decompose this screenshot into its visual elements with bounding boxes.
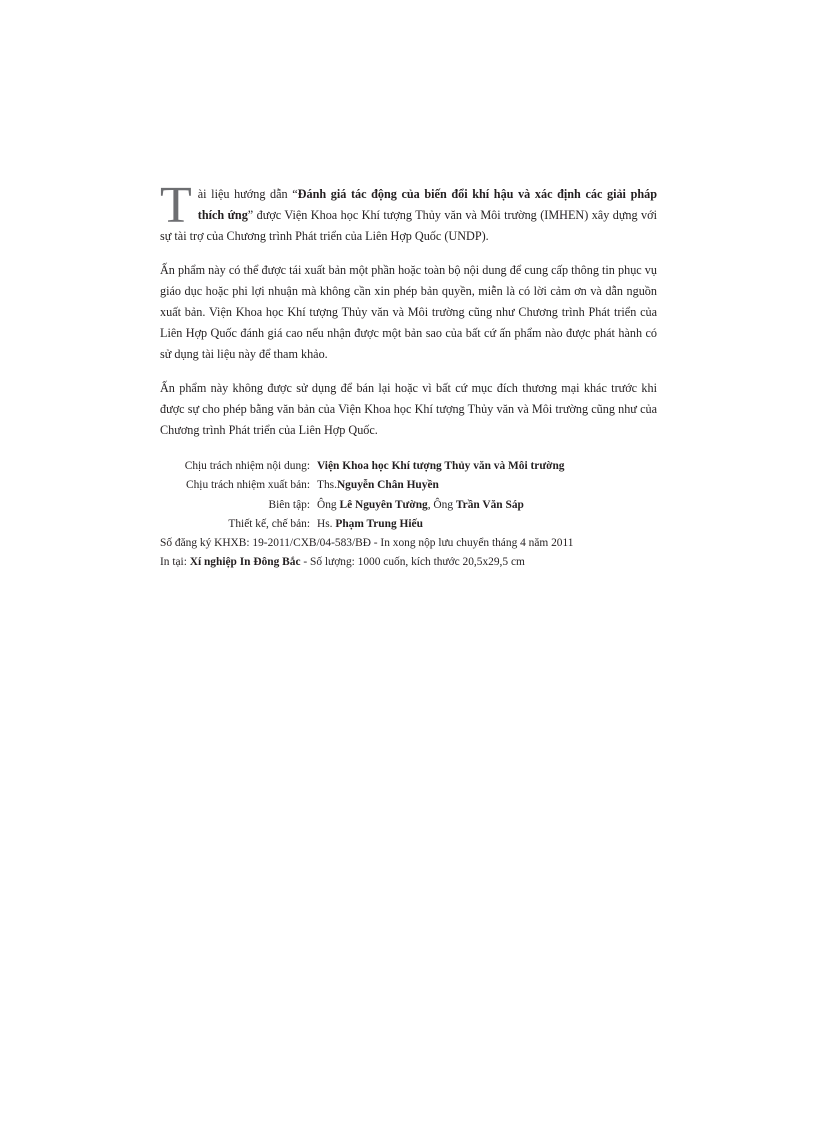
credit-separator: , Ông: [427, 498, 456, 511]
reuse-paragraph: Ấn phẩm này có thể được tái xuất bản một phần hoặc toàn bộ nội dung để cung cấp thông tin phục vụ giáo dục hoặc phi lợi nhuận mà không cần xin phép bản quyền, miễn là có lời cảm ơn và dẫn nguồn xuất bản. Viện Khoa học Khí tượng Thủy văn và Môi trường cũng như Chương trình Phát triển của Liên Hợp Quốc đánh giá cao nếu nhận được một bản sao của bất cứ ấn phẩm nào được phát hành có sử dụng tài liệu này để tham khảo.: [160, 262, 657, 362]
credit-value: Nguyễn Chân Huyền: [336, 479, 439, 492]
print-line: [160, 553, 657, 572]
credit-prefix: Ông: [317, 498, 340, 511]
print-details: - Số lượng: 1000 cuốn, kích thước 20,5x29,5 cm: [300, 556, 525, 569]
credit-value: Trần Văn Sáp: [455, 498, 524, 511]
credit-prefix: Hs.: [317, 517, 336, 530]
restriction-paragraph: Ấn phẩm này không được sử dụng để bán lại hoặc vì bất cứ mục đích thương mại khác trước khi được sự cho phép bằng văn bản của Viện Khoa học Khí tượng Thủy văn và Môi trường cũng như của Chương trình Phát triển của Liên Hợp Quốc.: [160, 380, 657, 438]
credit-editors: [160, 496, 657, 515]
drop-cap: T: [160, 177, 192, 234]
print-prefix: In tại:: [160, 556, 190, 569]
credit-value: Lê Nguyên Tường: [339, 498, 428, 511]
document-title: Đánh giá tác động của biến đổi khí hậu và xác định các giải pháp thích ứng: [197, 187, 657, 223]
imprint-content: [160, 177, 657, 572]
credit-content: [160, 457, 657, 476]
credit-prefix: Ths.: [317, 479, 337, 492]
credit-value: Viện Khoa học Khí tượng Thủy văn và Môi trường: [317, 460, 565, 473]
credits-block: [160, 457, 657, 572]
credit-label: Thiết kế, chế bản:: [228, 517, 310, 530]
credit-label: Chịu trách nhiệm xuất bản:: [185, 479, 310, 492]
credit-label: Biên tập:: [268, 498, 310, 511]
credit-publisher: [160, 476, 657, 495]
intro-rest: ” được Viện Khoa học Khí tượng Thủy văn và Môi trường (IMHEN) xây dựng với sự tài trợ của Chương trình Phát triển của Liên Hợp Quốc (UNDP).: [160, 208, 657, 244]
registration-line: Số đăng ký KHXB: 19-2011/CXB/04-583/BĐ - In xong nộp lưu chuyển tháng 4 năm 2011: [160, 537, 574, 550]
credit-value: Phạm Trung Hiếu: [335, 517, 423, 530]
intro-paragraph: [160, 177, 657, 248]
print-place: Xí nghiệp In Đông Bắc: [189, 556, 301, 569]
intro-lead: ài liệu hướng dẫn “: [197, 187, 298, 201]
credit-design: [160, 515, 657, 534]
credit-label: Chịu trách nhiệm nội dung:: [184, 460, 310, 473]
